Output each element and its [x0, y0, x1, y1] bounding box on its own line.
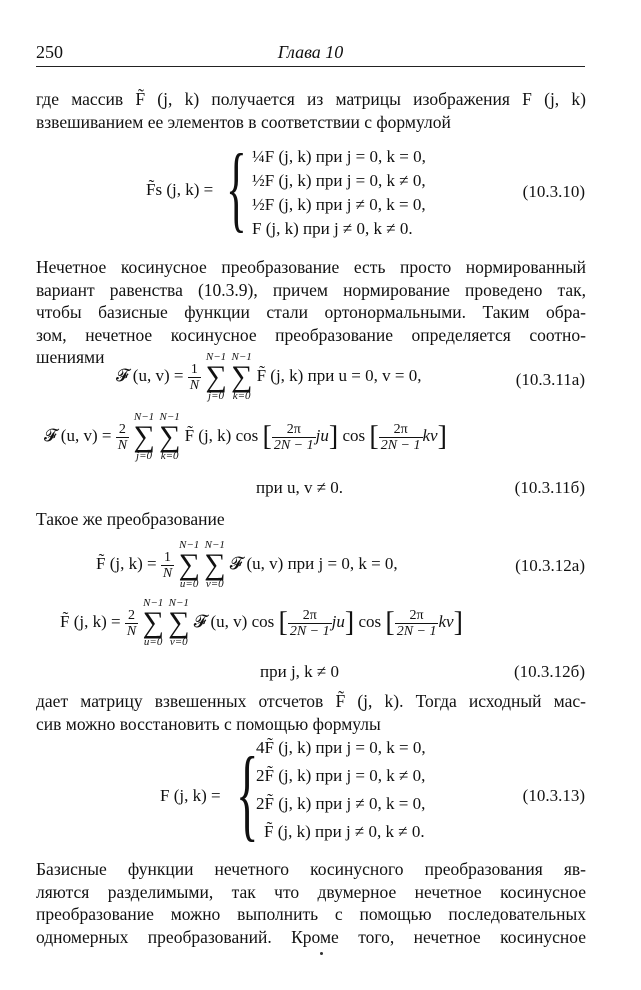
numerator: 2π — [379, 422, 423, 438]
chapter-title: Глава 10 — [277, 42, 344, 62]
equation-rhs: 𝓕 (u, v) при j = 0, k = 0, — [229, 553, 398, 573]
numerator: 2π — [272, 422, 316, 438]
text-line: взвешиванием ее элементов в соответствии с формулой — [36, 111, 451, 132]
equation-lhs: F̃ (j, k) = — [60, 611, 121, 631]
left-brace: { — [226, 134, 247, 241]
argument-variable: ju — [331, 611, 345, 631]
argument-variable: ju — [315, 425, 329, 445]
sum-symbol: N−1 ∑ u=0 — [142, 597, 164, 648]
sum-upper: N−1 — [159, 411, 180, 423]
sum-upper: N−1 — [205, 351, 227, 363]
fraction — [188, 362, 201, 393]
paragraph-5 — [36, 858, 586, 948]
equation-lhs: 𝓕 (u, v) = — [44, 425, 112, 445]
sum-lower: j=0 — [136, 450, 152, 462]
denominator: N — [162, 565, 173, 581]
fraction — [379, 422, 423, 453]
sum-lower: k=0 — [232, 390, 251, 402]
sum-symbol: N−1 ∑ v=0 — [168, 597, 190, 648]
case-row: 2F̃ (j, k) при j ≠ 0, k = 0, — [256, 794, 426, 813]
case-row: ½F (j, k) при j ≠ 0, k = 0, — [252, 195, 426, 214]
print-speck — [320, 952, 323, 955]
sum-upper: N−1 — [231, 351, 252, 363]
paragraph-3 — [36, 508, 586, 531]
paragraph-1 — [36, 88, 586, 133]
equation-lhs: F̃s (j, k) = — [146, 180, 214, 199]
denominator: N — [189, 377, 200, 393]
sum-upper: N−1 — [133, 411, 155, 423]
numerator: 1 — [188, 362, 201, 378]
sum-symbol: N−1 ∑ j=0 — [205, 351, 227, 402]
equation-10-3-11b: 𝓕 (u, v) = $\frac{2}{N}$ N−1 ∑ j=0 N−1 ∑ k=0 F̃ (j, k) cos [ $\frac{2\pi}{2N - 1}$ ju] cos [ $\frac{2\pi}{2N - 1}$ kv] — [44, 411, 447, 462]
equation-number: (10.3.13) — [522, 786, 585, 805]
text-line: вариант равенства (10.3.9), причем нормирование проведено так, — [36, 279, 586, 300]
case-row: ¼F (j, k) при j = 0, k = 0, — [252, 147, 426, 166]
denominator: 2N − 1 — [380, 437, 421, 453]
case-row: 2F̃ (j, k) при j = 0, k ≠ 0, — [256, 766, 426, 785]
equation-number: (10.3.11б) — [514, 478, 585, 497]
numerator: 2 — [125, 608, 138, 624]
text-line: где массив F̃ (j, k) получается из матрицы изображения F (j, k) — [36, 89, 586, 109]
equation-10-3-12b: F̃ (j, k) = $\frac{2}{N}$ N−1 ∑ u=0 N−1 ∑ v=0 𝓕 (u, v) cos [ $\frac{2\pi}{2N - 1}$ ju] cos [ $\frac{2\pi}{2N - 1}$ kv] — [60, 597, 463, 648]
text-line: сив можно восстановить с помощью формулы — [36, 713, 381, 734]
text-line: зом, нечетное косинусное преобразование определяется соотно- — [36, 324, 586, 345]
sum-symbol: N−1 ∑ u=0 — [178, 539, 200, 590]
fraction — [288, 608, 332, 639]
text-line: шениями — [36, 347, 105, 367]
fraction — [161, 550, 174, 581]
sum-lower: v=0 — [169, 636, 188, 648]
equation-middle: 𝓕 (u, v) cos — [193, 611, 275, 631]
equation-condition: при j, k ≠ 0 — [260, 662, 339, 681]
sum-lower: v=0 — [205, 578, 224, 590]
text-line: Базисные функции нечетного косинусного преобразования яв- — [36, 859, 586, 879]
sum-symbol: N−1 ∑ v=0 — [204, 539, 226, 590]
text-line: одномерных преобразований. Кроме того, нечетное косинусное — [36, 926, 586, 947]
denominator: 2N − 1 — [273, 437, 314, 453]
text-line: Такое же преобразование — [36, 509, 225, 529]
numerator: 2π — [288, 608, 332, 624]
numerator: 1 — [161, 550, 174, 566]
paragraph-4 — [36, 690, 586, 735]
case-row: ½F (j, k) при j = 0, k ≠ 0, — [252, 171, 426, 190]
equation-10-3-12a — [96, 540, 398, 590]
case-row: 4F̃ (j, k) при j = 0, k = 0, — [256, 738, 426, 757]
numerator: 2π — [395, 608, 439, 624]
argument-variable: kv — [438, 611, 454, 631]
argument-variable: kv — [422, 425, 438, 445]
sum-symbol: N−1 ∑ k=0 — [158, 411, 181, 462]
running-header — [36, 42, 585, 67]
sum-upper: N−1 — [204, 539, 225, 551]
sum-upper: N−1 — [168, 597, 189, 609]
denominator: N — [117, 437, 128, 453]
equation-lhs: F (j, k) = — [160, 786, 221, 805]
equation-number: (10.3.10) — [522, 182, 585, 201]
case-row: F̃ (j, k) при j ≠ 0, k ≠ 0. — [264, 822, 425, 841]
fraction — [272, 422, 316, 453]
equation-number: (10.3.12а) — [515, 556, 585, 575]
denominator: 2N − 1 — [396, 623, 437, 639]
text-line: дает матрицу взвешенных отсчетов F̃ (j, k). Тогда исходный мас- — [36, 691, 586, 711]
case-row: F (j, k) при j ≠ 0, k ≠ 0. — [252, 219, 413, 238]
sum-lower: u=0 — [179, 578, 199, 590]
text-line: чтобы базисные функции стали ортонормальными. Таким обра- — [36, 302, 586, 322]
denominator: N — [126, 623, 137, 639]
equation-10-3-11a — [116, 352, 421, 402]
fraction — [116, 422, 129, 453]
equation-middle: F̃ (j, k) cos — [184, 425, 259, 445]
sum-lower: j=0 — [208, 390, 224, 402]
sum-lower: u=0 — [143, 636, 163, 648]
equation-lhs: 𝓕 (u, v) = — [116, 365, 184, 385]
denominator: 2N − 1 — [289, 623, 330, 639]
sum-lower: k=0 — [160, 450, 179, 462]
fraction — [125, 608, 138, 639]
equation-number: (10.3.12б) — [514, 662, 585, 681]
left-brace: { — [236, 736, 259, 851]
sum-upper: N−1 — [179, 539, 200, 551]
numerator: 2 — [116, 422, 129, 438]
page-number: 250 — [36, 42, 63, 62]
text-line: Нечетное косинусное преобразование есть просто нормированный — [36, 257, 586, 277]
cos-label: cos — [358, 611, 382, 631]
cos-label: cos — [342, 425, 366, 445]
equation-condition: при u, v ≠ 0. — [256, 478, 344, 497]
equation-rhs: F̃ (j, k) при u = 0, v = 0, — [256, 365, 422, 385]
fraction — [395, 608, 439, 639]
text-line: преобразование можно выполнить с помощью последовательных — [36, 904, 586, 924]
sum-symbol: N−1 ∑ k=0 — [230, 351, 253, 402]
equation-number: (10.3.11а) — [515, 370, 585, 389]
sum-upper: N−1 — [143, 597, 164, 609]
equation-lhs: F̃ (j, k) = — [96, 553, 157, 573]
text-line: ляются разделимыми, так что двумерное нечетное косинусное — [36, 881, 586, 902]
sum-symbol: N−1 ∑ j=0 — [133, 411, 155, 462]
